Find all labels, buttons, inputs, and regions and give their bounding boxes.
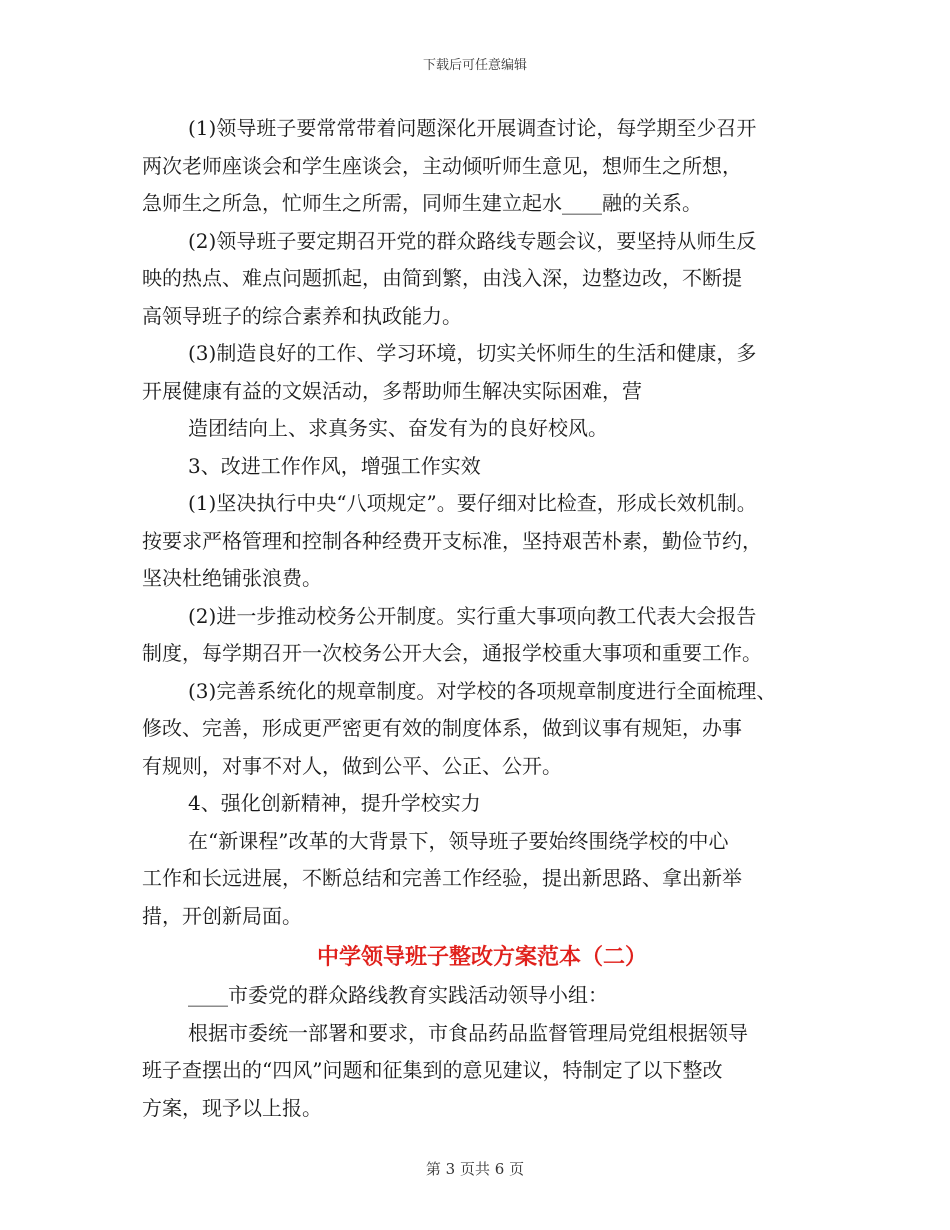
text-line: 有规则，对事不对人，做到公平、公正、公开。 bbox=[142, 753, 562, 778]
text-line: 修改、完善，形成更严密更有效的制度体系，做到议事有规矩，办事 bbox=[142, 716, 742, 740]
text-line: 急师生之所急，忙师生之所需，同师生建立起水____融的关系。 bbox=[142, 191, 702, 215]
text-line: 按要求严格管理和控制各种经费开支标准，坚持艰苦朴素，勤俭节约， bbox=[142, 528, 762, 553]
text-line: (3)制造良好的工作、学习环境，切实关怀师生的生活和健康，多 bbox=[188, 341, 757, 365]
text-line: 造团结向上、求真务实、奋发有为的良好校风。 bbox=[188, 416, 608, 440]
header-note: 下载后可任意编辑 bbox=[422, 58, 527, 73]
text-line: 开展健康有益的文娱活动，多帮助师生解决实际困难，营 bbox=[142, 378, 642, 403]
paragraphs-part-two bbox=[142, 977, 822, 1127]
text-line: (1)坚决执行中央“八项规定”。要仔细对比检查，形成长效机制。 bbox=[188, 491, 757, 515]
section-heading: 中学领导班子整改方案范本（二） bbox=[316, 944, 647, 970]
text-line: 两次老师座谈会和学生座谈会，主动倾听师生意见，想师生之所想， bbox=[142, 153, 742, 178]
text-line: (1)领导班子要常常带着问题深化开展调查讨论，每学期至少召开 bbox=[188, 116, 757, 140]
text-line: 制度，每学期召开一次校务公开大会，通报学校重大事项和重要工作。 bbox=[142, 641, 762, 665]
text-line: 班子查摆出的“四风”问题和征集到的意见建议，特制定了以下整改 bbox=[142, 1058, 723, 1082]
text-line: 根据市委统一部署和要求，市食品药品监督管理局党组根据领导 bbox=[188, 1020, 748, 1045]
text-line: ____市委党的群众路线教育实践活动领导小组： bbox=[188, 983, 608, 1007]
paragraphs-part-one bbox=[142, 110, 822, 935]
text-line: (2)进一步推动校务公开制度。实行重大事项向教工代表大会报告 bbox=[188, 603, 757, 628]
text-line: 3、改进工作作风，增强工作实效 bbox=[188, 453, 481, 478]
text-line: 映的热点、难点问题抓起，由简到繁，由浅入深，边整边改，不断提 bbox=[142, 266, 742, 290]
text-line: 高领导班子的综合素养和执政能力。 bbox=[142, 303, 462, 328]
text-line: (2)领导班子要定期召开党的群众路线专题会议，要坚持从师生反 bbox=[188, 228, 757, 253]
page-number: 第 3 页共 6 页 bbox=[425, 1160, 525, 1178]
text-line: 工作和长远进展，不断总结和完善工作经验，提出新思路、拿出新举 bbox=[142, 866, 742, 890]
text-line: (3)完善系统化的规章制度。对学校的各项规章制度进行全面梳理、 bbox=[188, 678, 777, 703]
text-line: 措，开创新局面。 bbox=[142, 903, 302, 928]
document-body bbox=[142, 110, 822, 1127]
text-line: 在“新课程”改革的大背景下，领导班子要始终围绕学校的中心 bbox=[188, 828, 729, 853]
text-line: 4、强化创新精神，提升学校实力 bbox=[188, 791, 481, 815]
text-line: 坚决杜绝铺张浪费。 bbox=[142, 566, 322, 590]
text-line: 方案，现予以上报。 bbox=[142, 1095, 322, 1120]
